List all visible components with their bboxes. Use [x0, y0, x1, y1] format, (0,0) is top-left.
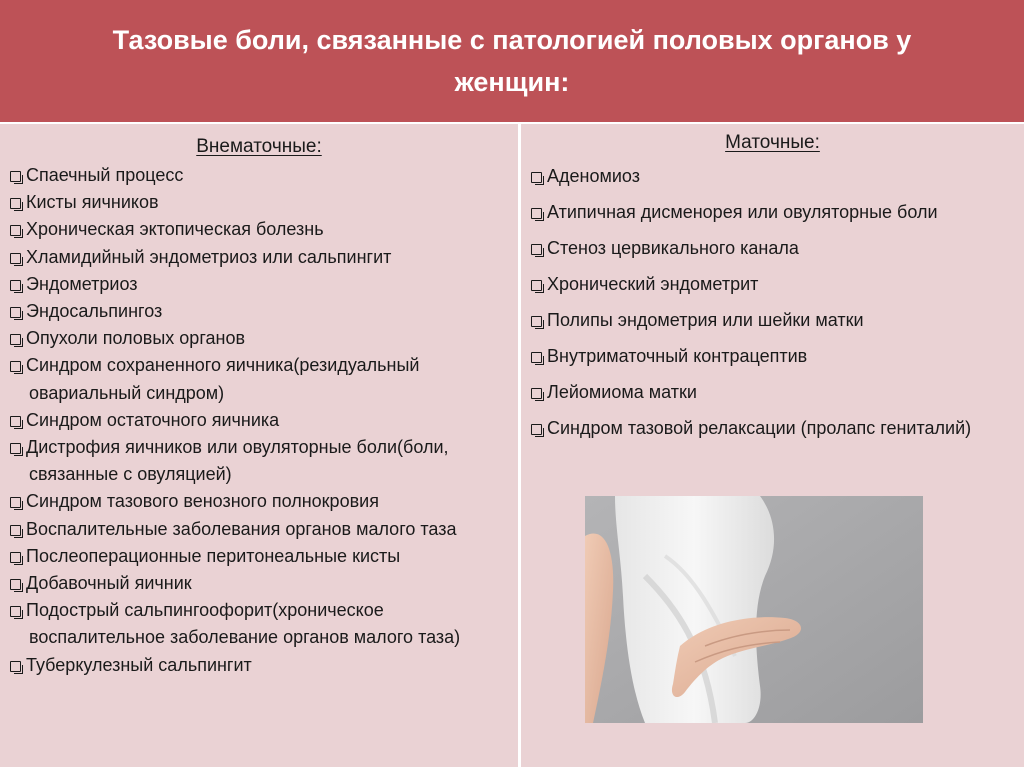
list-item: Подострый сальпингоофорит(хроническое воспалительное заболевание органов малого таза) — [10, 597, 508, 651]
list-item: Кисты яичников — [10, 189, 508, 216]
checkbox-bullet-icon — [531, 172, 542, 183]
checkbox-bullet-icon — [10, 579, 21, 590]
list-item: Послеоперационные перитонеальные кисты — [10, 543, 508, 570]
list-item: Синдром тазового венозного полнокровия — [10, 488, 508, 515]
uterine-heading: Маточные: — [725, 132, 820, 153]
checkbox-bullet-icon — [10, 497, 21, 508]
checkbox-bullet-icon — [10, 443, 21, 454]
list-item: Эндометриоз — [10, 271, 508, 298]
checkbox-bullet-icon — [10, 280, 21, 291]
checkbox-bullet-icon — [10, 198, 21, 209]
checkbox-bullet-icon — [10, 606, 21, 617]
checkbox-bullet-icon — [10, 334, 21, 345]
extrauterine-heading: Внематочные: — [196, 136, 322, 157]
abdominal-pain-photo — [585, 496, 923, 723]
list-item: Атипичная дисменорея или овуляторные боли — [531, 202, 1012, 223]
checkbox-bullet-icon — [531, 424, 542, 435]
checkbox-bullet-icon — [10, 307, 21, 318]
checkbox-bullet-icon — [10, 361, 21, 372]
list-item: Туберкулезный сальпингит — [10, 652, 508, 679]
list-item: Дистрофия яичников или овуляторные боли(боли, связанные с овуляцией) — [10, 434, 508, 488]
woman-holding-abdomen-illustration — [585, 496, 923, 723]
extrauterine-list — [0, 162, 518, 679]
list-item: Хламидийный эндометриоз или сальпингит — [10, 244, 508, 271]
list-item: Хронический эндометрит — [531, 274, 1012, 295]
list-item: Воспалительные заболевания органов малого таза — [10, 516, 508, 543]
checkbox-bullet-icon — [10, 525, 21, 536]
checkbox-bullet-icon — [10, 416, 21, 427]
list-item: Синдром остаточного яичника — [10, 407, 508, 434]
checkbox-bullet-icon — [531, 316, 542, 327]
list-item: Синдром тазовой релаксации (пролапс гениталий) — [531, 418, 1012, 439]
list-item: Синдром сохраненного яичника(резидуальный овариальный синдром) — [10, 352, 508, 406]
checkbox-bullet-icon — [10, 661, 21, 672]
list-item: Спаечный процесс — [10, 162, 508, 189]
slide-title: Тазовые боли, связанные с патологией половых органов у женщин: — [112, 25, 912, 97]
title-banner — [0, 0, 1024, 122]
checkbox-bullet-icon — [531, 388, 542, 399]
checkbox-bullet-icon — [10, 253, 21, 264]
list-item: Добавочный яичник — [10, 570, 508, 597]
checkbox-bullet-icon — [531, 352, 542, 363]
extrauterine-column — [0, 124, 518, 767]
list-item: Аденомиоз — [531, 166, 1012, 187]
list-item: Стеноз цервикального канала — [531, 238, 1012, 259]
list-item: Опухоли половых органов — [10, 325, 508, 352]
checkbox-bullet-icon — [10, 225, 21, 236]
list-item: Внутриматочный контрацептив — [531, 346, 1012, 367]
checkbox-bullet-icon — [10, 171, 21, 182]
checkbox-bullet-icon — [531, 244, 542, 255]
list-item: Полипы эндометрия или шейки матки — [531, 310, 1012, 331]
checkbox-bullet-icon — [10, 552, 21, 563]
checkbox-bullet-icon — [531, 208, 542, 219]
uterine-list — [521, 166, 1024, 439]
list-item: Хроническая эктопическая болезнь — [10, 216, 508, 243]
list-item: Лейомиома матки — [531, 382, 1012, 403]
list-item: Эндосальпингоз — [10, 298, 508, 325]
checkbox-bullet-icon — [531, 280, 542, 291]
